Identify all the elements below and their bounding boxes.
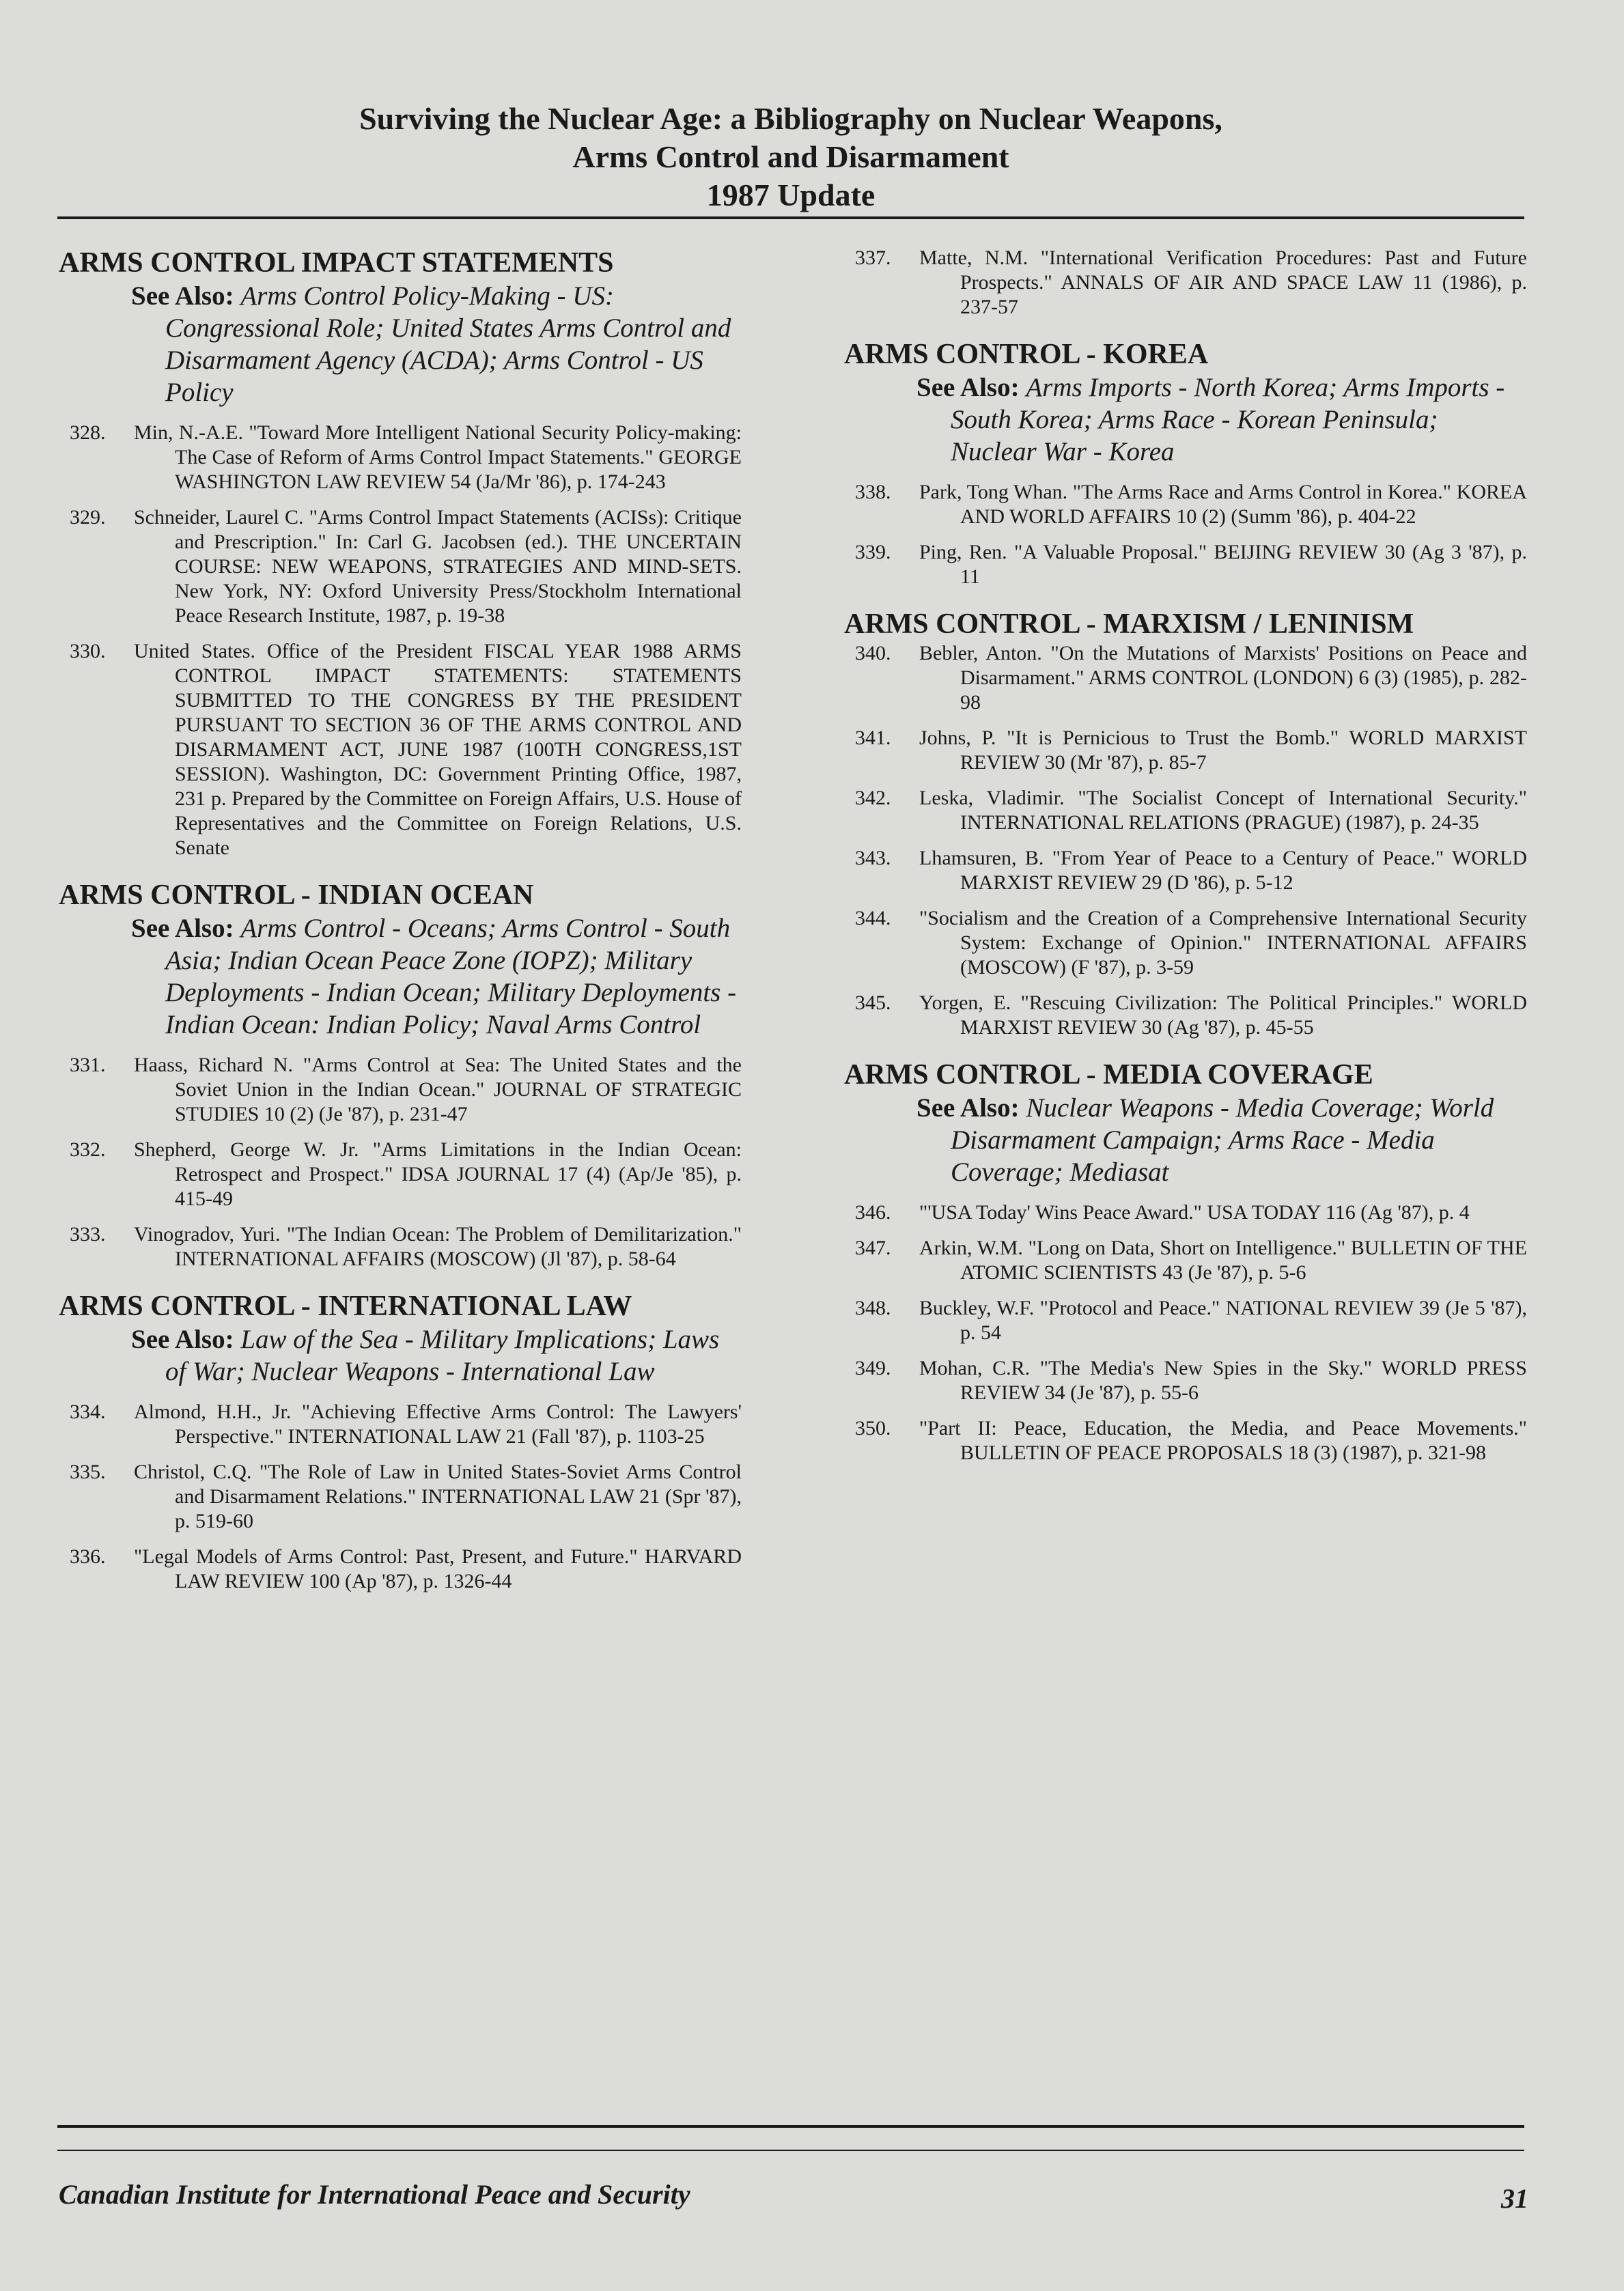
entry-number: 336. (70, 1545, 106, 1568)
see-also-topics: Law of the Sea - Military Implications; Laws of War; Nuclear Weapons - International Law (165, 1325, 720, 1386)
entry-number: 340. (855, 642, 891, 664)
entry-number: 342. (855, 787, 891, 809)
bibliography-section (844, 607, 1527, 1040)
see-also-topics: Arms Imports - North Korea; Arms Imports - South Korea; Arms Race - Korean Peninsula; Nuclear War - Korea (951, 373, 1505, 466)
entry-number: 333. (70, 1223, 106, 1246)
bibliography-entry (59, 1545, 742, 1594)
entry-number: 330. (70, 640, 106, 662)
entry-citation: Johns, P. "It is Pernicious to Trust the Bomb." WORLD MARXIST REVIEW 30 (Mr '87), p. 85-7 (919, 727, 1527, 774)
entry-citation: Vinogradov, Yuri. "The Indian Ocean: The Problem of Demilitarization." INTERNATIONAL AFFAIRS (MOSCOW) (Jl '87), p. 58-64 (134, 1223, 742, 1270)
entry-citation: Haass, Richard N. "Arms Control at Sea: The United States and the Soviet Union in the Indian Ocean." JOURNAL OF STRATEGIC STUDIES 10 (2) (Je '87), p. 231-47 (134, 1054, 742, 1125)
footer-rule-thin (57, 2150, 1524, 2151)
bibliography-section (844, 337, 1527, 589)
bibliography-entry (844, 1200, 1527, 1225)
entry-number: 335. (70, 1461, 106, 1483)
entry-number: 341. (855, 727, 891, 749)
bibliography-entry (844, 1356, 1527, 1405)
bibliography-section (59, 878, 742, 1271)
entry-number: 343. (855, 847, 891, 869)
bibliography-section (844, 246, 1527, 320)
see-also-label: See Also: (916, 373, 1020, 402)
entry-citation: Park, Tong Whan. "The Arms Race and Arms Control in Korea." KOREA AND WORLD AFFAIRS 10 (2) (Summ '86), p. 404-22 (919, 481, 1527, 528)
entry-citation: "Legal Models of Arms Control: Past, Present, and Future." HARVARD LAW REVIEW 100 (Ap '87), p. 1326-44 (134, 1545, 742, 1592)
bibliography-entry (844, 1236, 1527, 1285)
entry-number: 350. (855, 1417, 891, 1439)
see-also-references (131, 912, 742, 1041)
entry-citation: "Part II: Peace, Education, the Media, and Peace Movements." BULLETIN OF PEACE PROPOSALS 18 (3) (1987), p. 321-98 (919, 1417, 1527, 1464)
bibliography-entry (844, 726, 1527, 775)
entry-number: 329. (70, 506, 106, 529)
bibliography-entry (59, 639, 742, 860)
footer-institution: Canadian Institute for International Peace and Security (59, 2179, 690, 2210)
entry-citation: Lhamsuren, B. "From Year of Peace to a Century of Peace." WORLD MARXIST REVIEW 29 (D '86), p. 5-12 (919, 847, 1527, 894)
entry-citation: Leska, Vladimir. "The Socialist Concept of International Security." INTERNATIONAL RELATIONS (PRAGUE) (1987), p. 24-35 (919, 787, 1527, 834)
footer-rule-thick (57, 2125, 1524, 2128)
bibliography-entry (844, 480, 1527, 529)
bibliography-entry (59, 421, 742, 494)
see-also-topics: Arms Control Policy-Making - US: Congressional Role; United States Arms Control and Disarmament Agency (ACDA); Arms Control - US Policy (165, 281, 731, 407)
entry-citation: Bebler, Anton. "On the Mutations of Marxists' Positions on Peace and Disarmament." ARMS CONTROL (LONDON) 6 (3) (1985), p. 282-98 (919, 642, 1527, 714)
section-heading: ARMS CONTROL IMPACT STATEMENTS (59, 247, 614, 279)
bibliography-entry (844, 641, 1527, 715)
entry-number: 349. (855, 1357, 891, 1379)
bibliography-entry (59, 1400, 742, 1449)
bibliography-entry (844, 846, 1527, 895)
entry-number: 331. (70, 1054, 106, 1076)
header-title-line-2: Arms Control and Disarmament (572, 139, 1009, 174)
section-heading: ARMS CONTROL - MARXISM / LENINISM (844, 608, 1414, 640)
left-column (59, 246, 742, 1612)
bibliography-entry (844, 786, 1527, 835)
entry-citation: Christol, C.Q. "The Role of Law in United States-Soviet Arms Control and Disarmament Relations." INTERNATIONAL LAW 21 (Spr '87), p. 519-60 (134, 1461, 742, 1532)
entry-citation: Ping, Ren. "A Valuable Proposal." BEIJING REVIEW 30 (Ag 3 '87), p. 11 (919, 541, 1527, 588)
entry-number: 347. (855, 1237, 891, 1259)
see-also-topics: Arms Control - Oceans; Arms Control - South Asia; Indian Ocean Peace Zone (IOPZ); Military Deployments - Indian Ocean; Military Deployments - Indian Ocean: Indian Policy; Naval Arms Control (165, 914, 737, 1039)
entry-number: 345. (855, 992, 891, 1014)
see-also-label: See Also: (916, 1093, 1020, 1123)
see-also-label: See Also: (131, 1325, 234, 1354)
entry-citation: Mohan, C.R. "The Media's New Spies in the Sky." WORLD PRESS REVIEW 34 (Je '87), p. 55-6 (919, 1357, 1527, 1404)
bibliography-entry (844, 1416, 1527, 1465)
bibliography-entry (59, 1460, 742, 1534)
bibliography-entry (844, 1296, 1527, 1345)
entry-number: 334. (70, 1401, 106, 1423)
header-title-line-3: 1987 Update (706, 178, 876, 212)
entry-citation: Min, N.-A.E. "Toward More Intelligent National Security Policy-making: The Case of Reform of Arms Control Impact Statements." GEORGE WASHINGTON LAW REVIEW 54 (Ja/Mr '86), p. 174-243 (134, 421, 742, 493)
entry-citation: Shepherd, George W. Jr. "Arms Limitations in the Indian Ocean: Retrospect and Prospect." IDSA JOURNAL 17 (4) (Ap/Je '85), p. 415-49 (134, 1138, 742, 1210)
entry-number: 338. (855, 481, 891, 503)
bibliography-entry (844, 246, 1527, 320)
section-heading: ARMS CONTROL - KOREA (844, 339, 1209, 370)
entry-number: 332. (70, 1138, 106, 1161)
page-header (57, 100, 1524, 214)
entry-number: 328. (70, 421, 106, 444)
bibliography-section (59, 246, 742, 860)
right-column (844, 246, 1527, 1483)
header-title-line-1: Surviving the Nuclear Age: a Bibliography on Nuclear Weapons, (359, 101, 1222, 136)
bibliography-entry (844, 540, 1527, 589)
entry-number: 346. (855, 1201, 891, 1224)
bibliography-entry (59, 1053, 742, 1127)
see-also-references (131, 280, 742, 408)
see-also-label: See Also: (131, 914, 234, 943)
bibliography-section (59, 1289, 742, 1594)
see-also-references (131, 1323, 742, 1388)
entry-number: 344. (855, 907, 891, 929)
see-also-references (916, 371, 1527, 468)
see-also-topics: Nuclear Weapons - Media Coverage; World Disarmament Campaign; Arms Race - Media Coverage; Mediasat (951, 1093, 1494, 1187)
section-heading: ARMS CONTROL - MEDIA COVERAGE (844, 1059, 1373, 1091)
bibliography-entry (59, 505, 742, 628)
see-also-references (916, 1092, 1527, 1188)
entry-number: 348. (855, 1297, 891, 1319)
entry-citation: Almond, H.H., Jr. "Achieving Effective Arms Control: The Lawyers' Perspective." INTERNATIONAL LAW 21 (Fall '87), p. 1103-25 (134, 1401, 742, 1448)
section-heading: ARMS CONTROL - INDIAN OCEAN (59, 880, 534, 911)
bibliography-entry (844, 906, 1527, 980)
entry-citation: "Socialism and the Creation of a Comprehensive International Security System: Exchange of Opinion." INTERNATIONAL AFFAIRS (MOSCOW) (F '87), p. 3-59 (919, 907, 1527, 979)
bibliography-entry (59, 1138, 742, 1211)
entry-citation: "'USA Today' Wins Peace Award." USA TODAY 116 (Ag '87), p. 4 (919, 1201, 1470, 1224)
see-also-label: See Also: (131, 281, 234, 311)
bibliography-section (844, 1058, 1527, 1465)
entry-citation: United States. Office of the President FISCAL YEAR 1988 ARMS CONTROL IMPACT STATEMENTS: STATEMENTS SUBMITTED TO THE CONGRESS BY THE PRESIDENT PURSUANT TO SECTION 36 OF THE ARMS CONTROL AND DISARMAMENT ACT, JUNE 1987 (100TH CONGRESS,1ST SESSION). Washington, DC: Government Printing Office, 1987, 231 p. Prepared by the Committee on Foreign Affairs, U.S. House of Representatives and the Committee on Foreign Relations, U.S. Senate (134, 640, 742, 859)
entry-number: 339. (855, 541, 891, 563)
section-heading: ARMS CONTROL - INTERNATIONAL LAW (59, 1291, 632, 1322)
entry-number: 337. (855, 247, 891, 269)
entry-citation: Schneider, Laurel C. "Arms Control Impact Statements (ACISs): Critique and Prescription." In: Carl G. Jacobsen (ed.). THE UNCERTAIN COURSE: NEW WEAPONS, STRATEGIES AND MIND-SETS. New York, NY: Oxford University Press/Stockholm International Peace Research Institute, 1987, p. 19-38 (134, 506, 742, 627)
page-number: 31 (1501, 2183, 1528, 2214)
bibliography-entry (844, 991, 1527, 1040)
entry-citation: Matte, N.M. "International Verification Procedures: Past and Future Prospects." ANNALS OF AIR AND SPACE LAW 11 (1986), p. 237-57 (919, 247, 1527, 318)
header-rule (57, 216, 1524, 219)
bibliography-entry (59, 1222, 742, 1271)
entry-citation: Arkin, W.M. "Long on Data, Short on Intelligence." BULLETIN OF THE ATOMIC SCIENTISTS 43 (Je '87), p. 5-6 (919, 1237, 1527, 1284)
entry-citation: Buckley, W.F. "Protocol and Peace." NATIONAL REVIEW 39 (Je 5 '87), p. 54 (919, 1297, 1527, 1344)
entry-citation: Yorgen, E. "Rescuing Civilization: The Political Principles." WORLD MARXIST REVIEW 30 (Ag '87), p. 45-55 (919, 992, 1527, 1039)
